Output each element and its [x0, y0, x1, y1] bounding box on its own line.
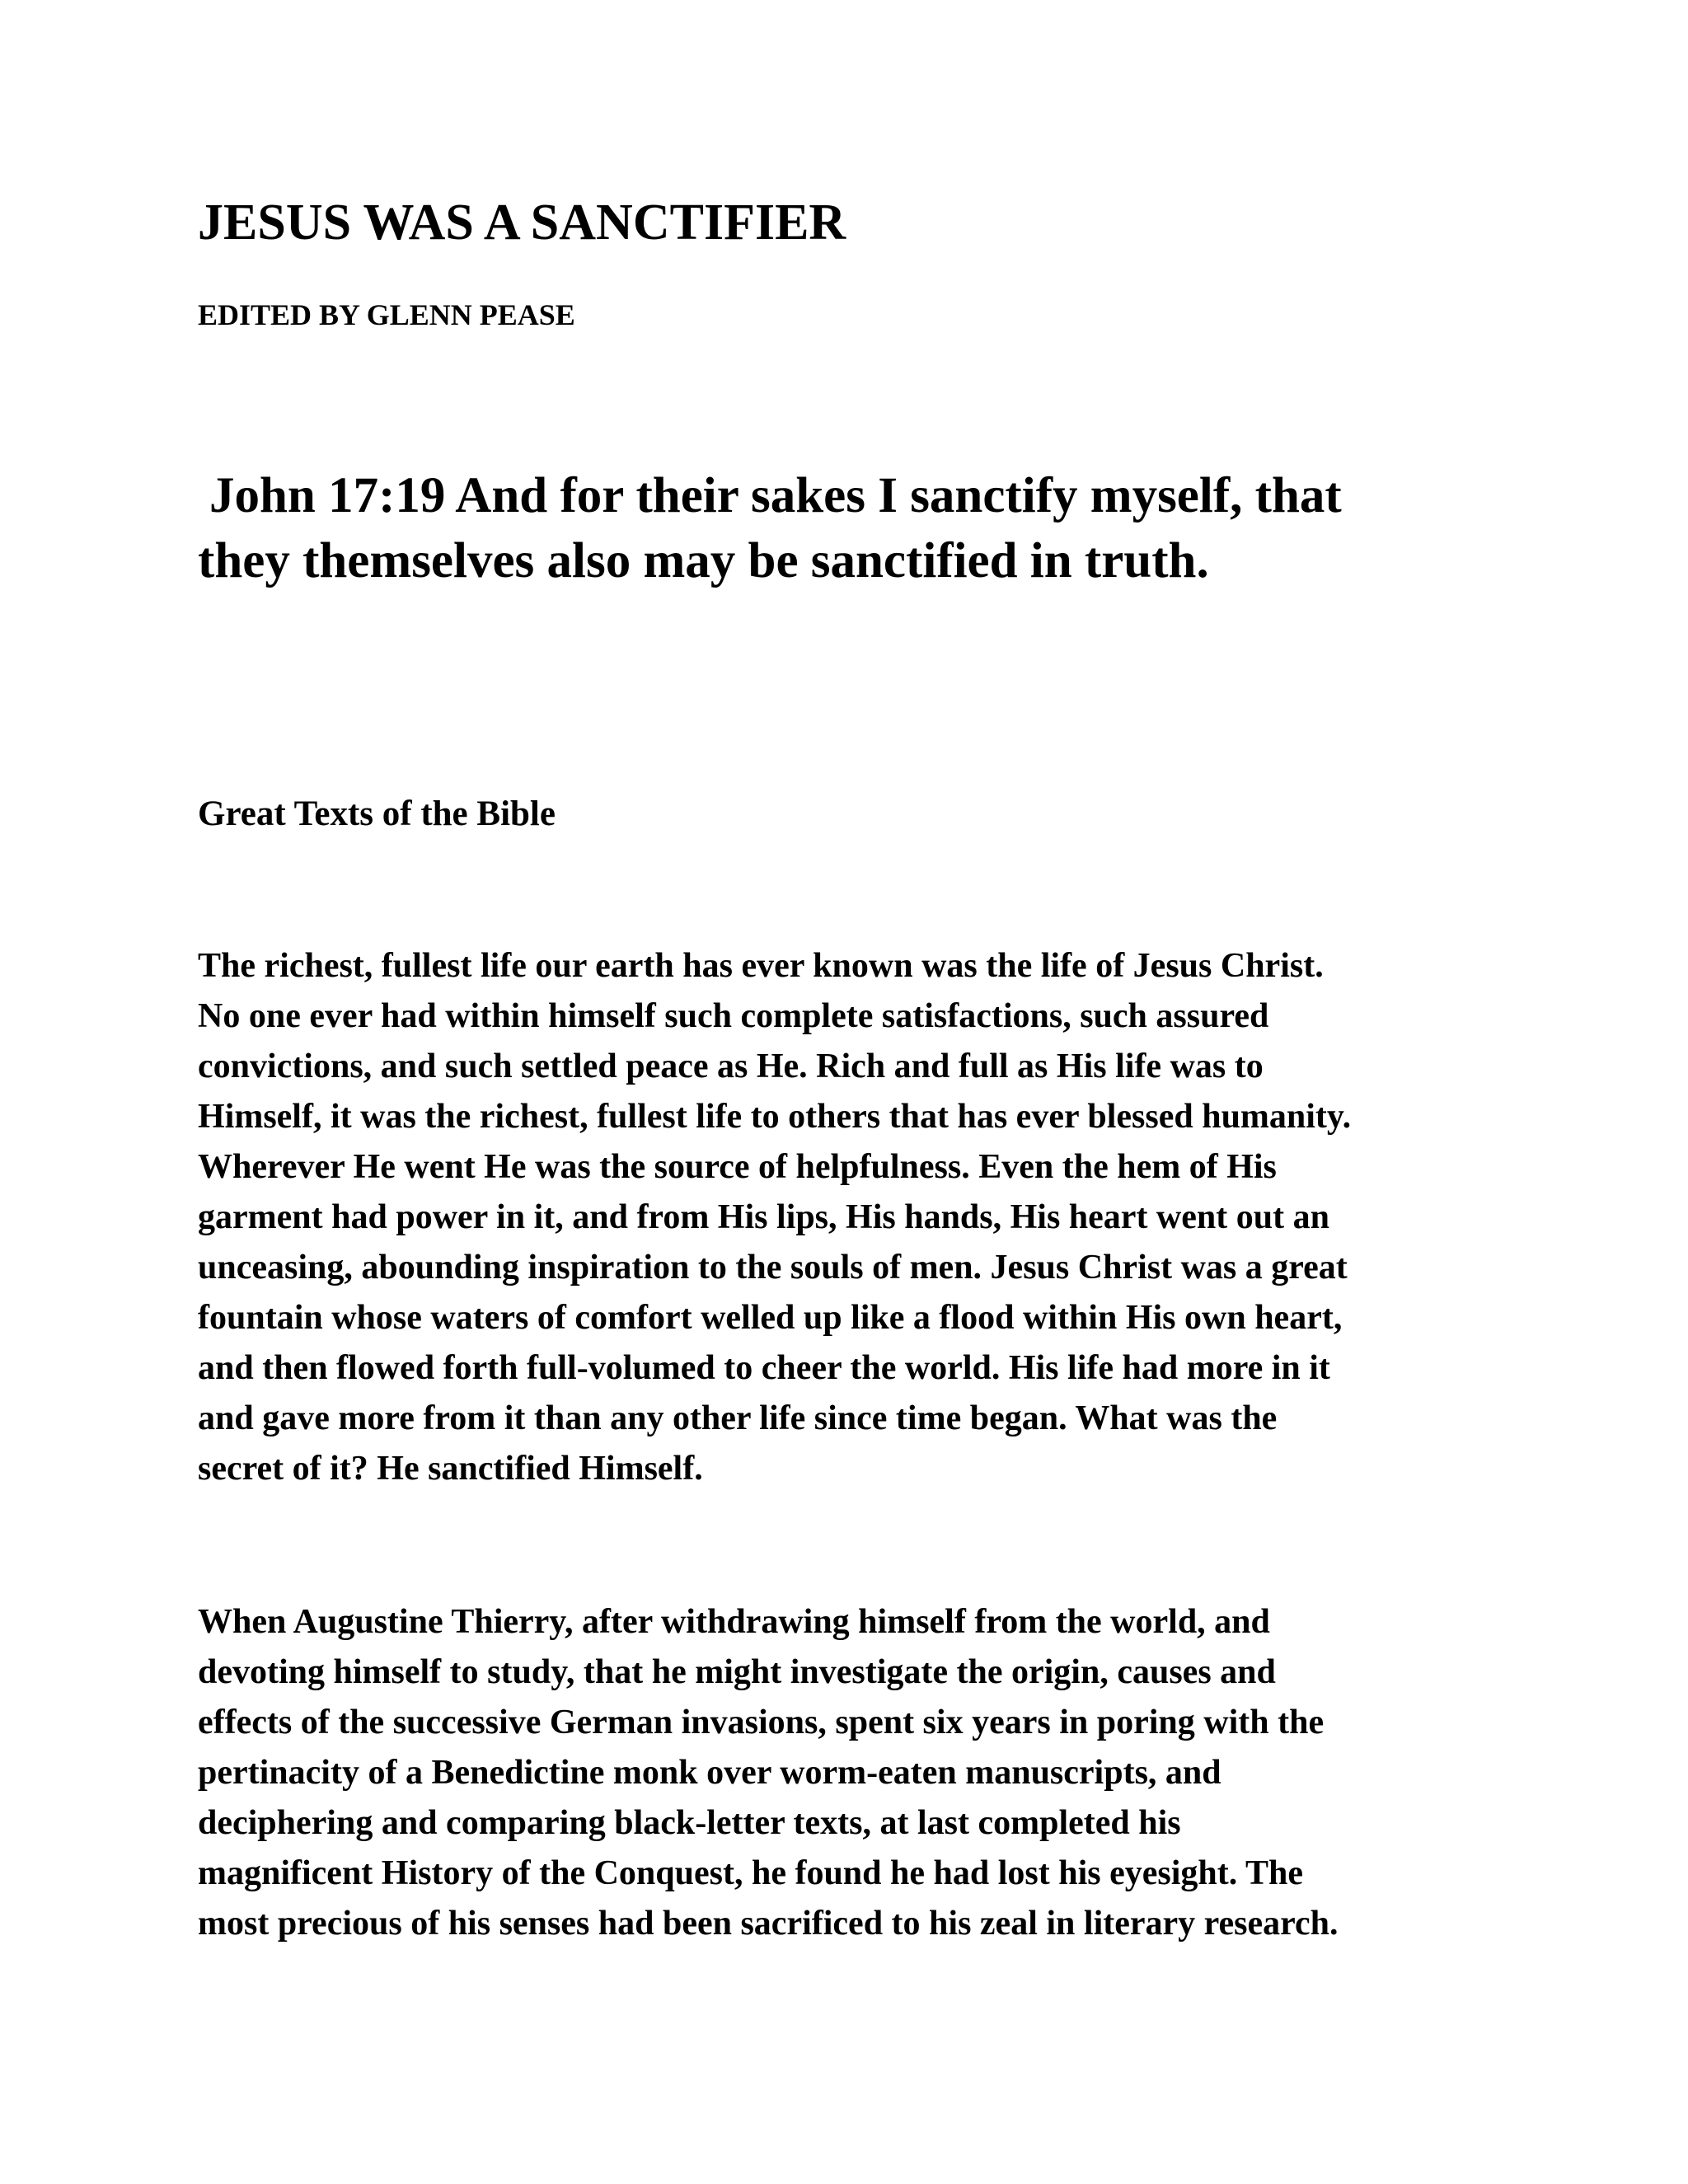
- editor-credit: EDITED BY GLENN PEASE: [198, 298, 575, 331]
- paragraph-line: magnificent History of the Conquest, he found he had lost his eyesight. The: [198, 1854, 1304, 1892]
- paragraph-line: garment had power in it, and from His lips, His hands, His heart went out an: [198, 1198, 1329, 1236]
- verse-line: they themselves also may be sanctified in truth.: [198, 533, 1209, 588]
- paragraph-line: deciphering and comparing black-letter texts, at last completed his: [198, 1804, 1181, 1842]
- paragraph-line: fountain whose waters of comfort welled up like a flood within His own heart,: [198, 1299, 1343, 1337]
- paragraph-line: and then flowed forth full-volumed to cheer the world. His life had more in it: [198, 1349, 1330, 1387]
- paragraph-line: No one ever had within himself such complete satisfactions, such assured: [198, 997, 1269, 1035]
- paragraph-line: devoting himself to study, that he might investigate the origin, causes and: [198, 1653, 1276, 1691]
- paragraph-line: pertinacity of a Benedictine monk over worm-eaten manuscripts, and: [198, 1754, 1221, 1792]
- scripture-verse: [198, 463, 1484, 593]
- paragraph-line: and gave more from it than any other life since time began. What was the: [198, 1399, 1278, 1437]
- document-title: JESUS WAS A SANCTIFIER: [198, 194, 846, 251]
- paragraph-richest-life: [198, 941, 1517, 1494]
- paragraph-line: The richest, fullest life our earth has ever known was the life of Jesus Christ.: [198, 947, 1324, 985]
- paragraph-line: secret of it? He sanctified Himself.: [198, 1450, 703, 1488]
- paragraph-augustine-thierry: [198, 1597, 1517, 1949]
- paragraph-line: When Augustine Thierry, after withdrawing himself from the world, and: [198, 1603, 1270, 1641]
- paragraph-line: convictions, and such settled peace as He. Rich and full as His life was to: [198, 1047, 1264, 1085]
- paragraph-line: unceasing, abounding inspiration to the souls of men. Jesus Christ was a great: [198, 1249, 1348, 1286]
- paragraph-line: Himself, it was the richest, fullest life to others that has ever blessed humanity.: [198, 1098, 1352, 1136]
- paragraph-line: effects of the successive German invasions, spent six years in poring with the: [198, 1704, 1325, 1741]
- verse-line: John 17:19 And for their sakes I sanctify myself, that: [209, 468, 1342, 523]
- source-heading: Great Texts of the Bible: [198, 794, 556, 833]
- paragraph-line: most precious of his senses had been sacrificed to his zeal in literary research.: [198, 1905, 1339, 1943]
- paragraph-line: Wherever He went He was the source of helpfulness. Even the hem of His: [198, 1148, 1277, 1186]
